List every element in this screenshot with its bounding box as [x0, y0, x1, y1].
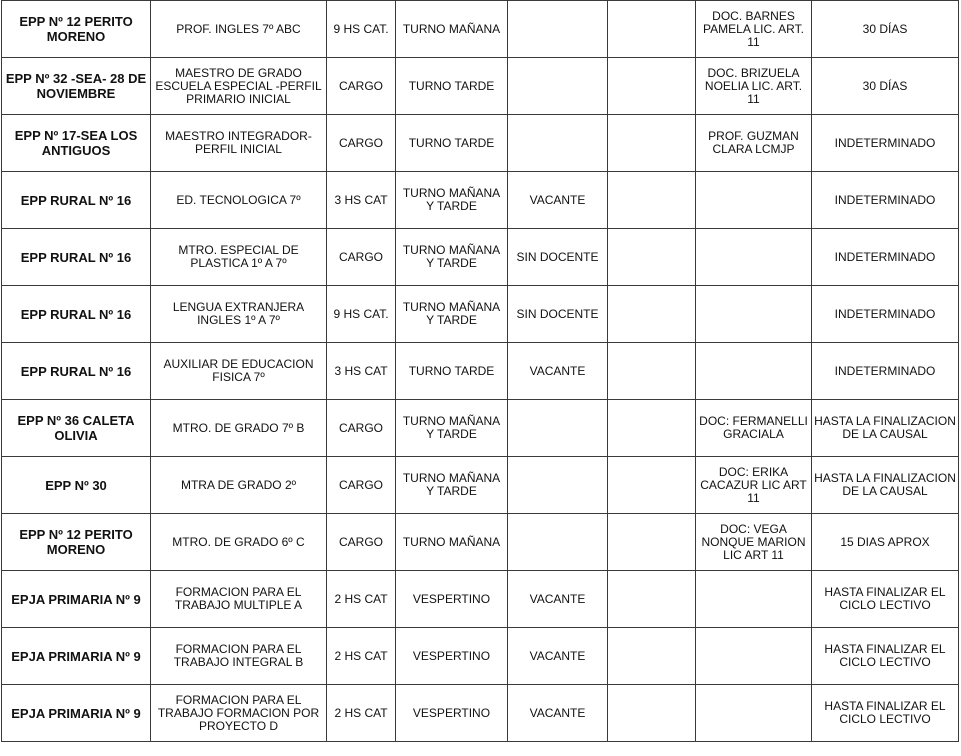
substitute-cell [696, 571, 812, 628]
status-cell: VACANTE [508, 571, 608, 628]
extra-cell [608, 286, 696, 343]
shift-cell: TURNO MAÑANA Y TARDE [396, 286, 508, 343]
position-cell: ED. TECNOLOGICA 7º [151, 172, 327, 229]
substitute-cell: DOC. BARNES PAMELA LIC. ART. 11 [696, 1, 812, 58]
table-row [2, 229, 959, 286]
duration-cell: HASTA FINALIZAR EL CICLO LECTIVO [812, 685, 959, 742]
status-cell: VACANTE [508, 172, 608, 229]
status-cell [508, 457, 608, 514]
school-cell: EPP Nº 12 PERITO MORENO [2, 514, 151, 571]
shift-cell: TURNO MAÑANA Y TARDE [396, 229, 508, 286]
duration-cell: 30 DÍAS [812, 58, 959, 115]
load-cell: 9 HS CAT. [327, 1, 396, 58]
load-cell: 2 HS CAT [327, 628, 396, 685]
extra-cell [608, 628, 696, 685]
shift-cell: VESPERTINO [396, 628, 508, 685]
shift-cell: TURNO MAÑANA [396, 1, 508, 58]
status-cell [508, 58, 608, 115]
duration-cell: INDETERMINADO [812, 343, 959, 400]
substitute-cell: DOC: VEGA NONQUE MARION LIC ART 11 [696, 514, 812, 571]
duration-cell: HASTA LA FINALIZACION DE LA CAUSAL [812, 457, 959, 514]
status-cell [508, 115, 608, 172]
position-cell: MTRO. DE GRADO 6º C [151, 514, 327, 571]
substitute-cell: DOC: FERMANELLI GRACIALA [696, 400, 812, 457]
table-row [2, 115, 959, 172]
status-cell: SIN DOCENTE [508, 286, 608, 343]
load-cell: CARGO [327, 514, 396, 571]
duration-cell: INDETERMINADO [812, 286, 959, 343]
school-cell: EPP Nº 36 CALETA OLIVIA [2, 400, 151, 457]
shift-cell: TURNO MAÑANA [396, 514, 508, 571]
school-cell: EPP Nº 32 -SEA- 28 DE NOVIEMBRE [2, 58, 151, 115]
school-cell: EPP Nº 17-SEA LOS ANTIGUOS [2, 115, 151, 172]
status-cell [508, 1, 608, 58]
load-cell: 2 HS CAT [327, 685, 396, 742]
table-row [2, 58, 959, 115]
status-cell: SIN DOCENTE [508, 229, 608, 286]
duration-cell: HASTA FINALIZAR EL CICLO LECTIVO [812, 628, 959, 685]
load-cell: 3 HS CAT [327, 343, 396, 400]
extra-cell [608, 229, 696, 286]
extra-cell [608, 685, 696, 742]
table-row [2, 400, 959, 457]
duration-cell: INDETERMINADO [812, 229, 959, 286]
school-cell: EPJA PRIMARIA Nº 9 [2, 628, 151, 685]
table-row [2, 172, 959, 229]
extra-cell [608, 400, 696, 457]
duration-cell: HASTA LA FINALIZACION DE LA CAUSAL [812, 400, 959, 457]
position-cell: MTRO. DE GRADO 7º B [151, 400, 327, 457]
substitute-cell: PROF. GUZMAN CLARA LCMJP [696, 115, 812, 172]
extra-cell [608, 115, 696, 172]
shift-cell: TURNO TARDE [396, 343, 508, 400]
load-cell: CARGO [327, 457, 396, 514]
shift-cell: TURNO TARDE [396, 58, 508, 115]
shift-cell: VESPERTINO [396, 685, 508, 742]
position-cell: MTRA DE GRADO 2º [151, 457, 327, 514]
extra-cell [608, 514, 696, 571]
position-cell: FORMACION PARA EL TRABAJO FORMACION POR PROYECTO D [151, 685, 327, 742]
substitute-cell [696, 685, 812, 742]
shift-cell: TURNO MAÑANA Y TARDE [396, 400, 508, 457]
table-row [2, 1, 959, 58]
school-cell: EPJA PRIMARIA Nº 9 [2, 571, 151, 628]
load-cell: CARGO [327, 400, 396, 457]
table-row [2, 628, 959, 685]
position-cell: FORMACION PARA EL TRABAJO MULTIPLE A [151, 571, 327, 628]
school-cell: EPP RURAL Nº 16 [2, 286, 151, 343]
position-cell: LENGUA EXTRANJERA INGLES 1º A 7º [151, 286, 327, 343]
load-cell: CARGO [327, 229, 396, 286]
position-cell: MAESTRO DE GRADO ESCUELA ESPECIAL -PERFIL PRIMARIO INICIAL [151, 58, 327, 115]
substitute-cell [696, 628, 812, 685]
position-cell: AUXILIAR DE EDUCACION FISICA 7º [151, 343, 327, 400]
status-cell: VACANTE [508, 343, 608, 400]
duration-cell: HASTA FINALIZAR EL CICLO LECTIVO [812, 571, 959, 628]
load-cell: CARGO [327, 115, 396, 172]
substitute-cell [696, 229, 812, 286]
shift-cell: VESPERTINO [396, 571, 508, 628]
shift-cell: TURNO MAÑANA Y TARDE [396, 457, 508, 514]
vacancies-table [1, 0, 959, 742]
substitute-cell [696, 343, 812, 400]
position-cell: MAESTRO INTEGRADOR-PERFIL INICIAL [151, 115, 327, 172]
school-cell: EPP RURAL Nº 16 [2, 172, 151, 229]
substitute-cell [696, 172, 812, 229]
table-row [2, 685, 959, 742]
table-body [2, 1, 959, 742]
school-cell: EPJA PRIMARIA Nº 9 [2, 685, 151, 742]
substitute-cell: DOC: ERIKA CACAZUR LIC ART 11 [696, 457, 812, 514]
status-cell [508, 400, 608, 457]
position-cell: MTRO. ESPECIAL DE PLASTICA 1º A 7º [151, 229, 327, 286]
position-cell: FORMACION PARA EL TRABAJO INTEGRAL B [151, 628, 327, 685]
substitute-cell [696, 286, 812, 343]
shift-cell: TURNO TARDE [396, 115, 508, 172]
table-row [2, 457, 959, 514]
extra-cell [608, 457, 696, 514]
duration-cell: INDETERMINADO [812, 115, 959, 172]
table-row [2, 343, 959, 400]
table-row [2, 514, 959, 571]
extra-cell [608, 571, 696, 628]
load-cell: 3 HS CAT [327, 172, 396, 229]
duration-cell: INDETERMINADO [812, 172, 959, 229]
position-cell: PROF. INGLES 7º ABC [151, 1, 327, 58]
load-cell: CARGO [327, 58, 396, 115]
shift-cell: TURNO MAÑANA Y TARDE [396, 172, 508, 229]
status-cell [508, 514, 608, 571]
extra-cell [608, 343, 696, 400]
school-cell: EPP RURAL Nº 16 [2, 343, 151, 400]
duration-cell: 15 DIAS APROX [812, 514, 959, 571]
extra-cell [608, 1, 696, 58]
table-row [2, 286, 959, 343]
table-row [2, 571, 959, 628]
status-cell: VACANTE [508, 628, 608, 685]
load-cell: 9 HS CAT. [327, 286, 396, 343]
school-cell: EPP RURAL Nº 16 [2, 229, 151, 286]
load-cell: 2 HS CAT [327, 571, 396, 628]
duration-cell: 30 DÍAS [812, 1, 959, 58]
school-cell: EPP Nº 30 [2, 457, 151, 514]
status-cell: VACANTE [508, 685, 608, 742]
school-cell: EPP Nº 12 PERITO MORENO [2, 1, 151, 58]
extra-cell [608, 172, 696, 229]
extra-cell [608, 58, 696, 115]
substitute-cell: DOC. BRIZUELA NOELIA LIC. ART. 11 [696, 58, 812, 115]
